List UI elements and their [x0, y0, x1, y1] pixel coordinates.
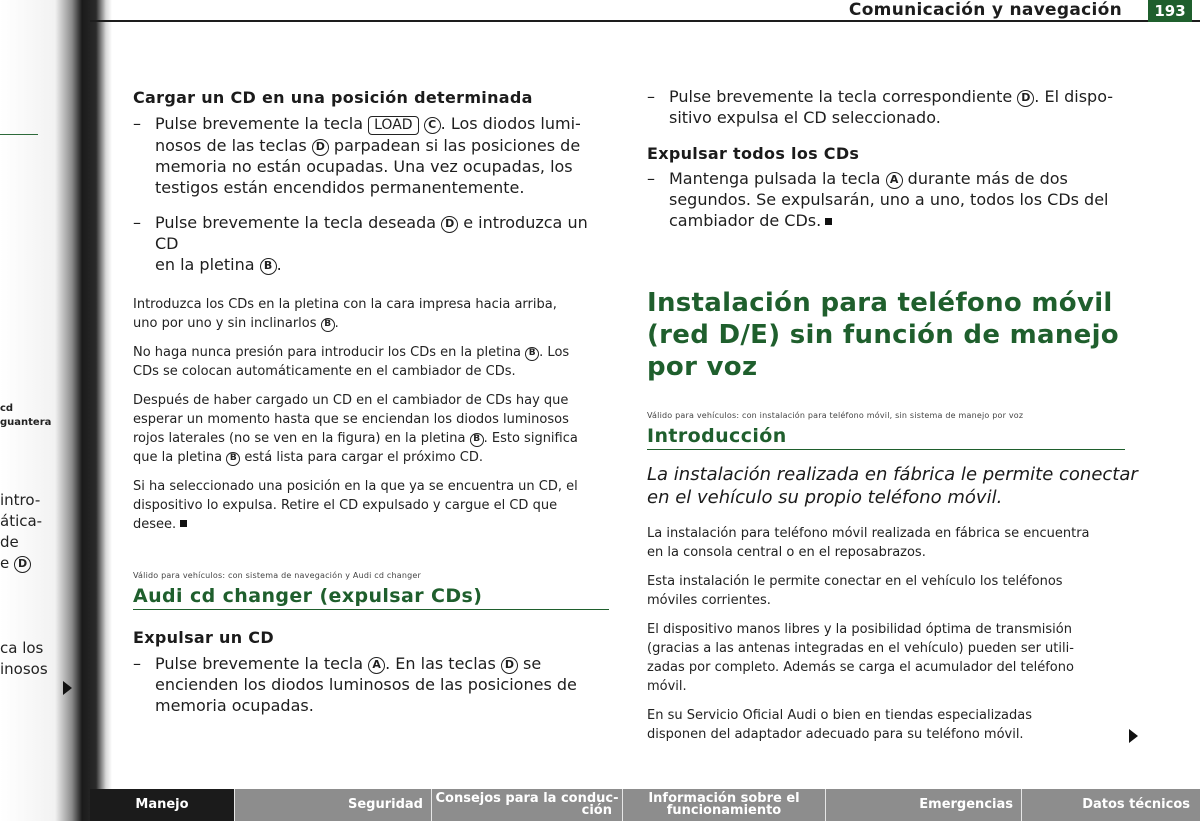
marker-d-icon: D — [441, 216, 458, 233]
chapter-title: Comunicación y navegación — [848, 0, 1122, 20]
note-paragraph: Introduzca los CDs en la pletina con la cara impresa hacia arriba, uno por uno y sin inclinarlos B . — [133, 297, 557, 331]
chapter-nav — [90, 789, 1200, 821]
section-title-audi-cd-changer: Audi cd changer (expulsar CDs) — [133, 585, 483, 607]
intro-text: La instalación realizada en fábrica le permite conectar en el vehículo su propio teléfono móvil. — [647, 464, 1138, 508]
marker-d-icon: D — [14, 556, 31, 573]
right-column — [647, 86, 1127, 231]
chapter-heading: Instalación para teléfono móvil (red D/E) sin función de manejo por voz — [647, 288, 1119, 382]
bullet-step: – Pulse brevemente la tecla A . En las teclas D se encienden los diodos luminosos de las posiciones de memoria ocupadas. — [133, 653, 609, 716]
next-arrow-icon — [63, 681, 72, 695]
nav-emergencias[interactable]: Emergencias — [826, 789, 1022, 821]
prev-page-text: ática- — [0, 512, 43, 530]
prev-page-text: inosos — [0, 660, 48, 678]
note-paragraph: Después de haber cargado un CD en el cambiador de CDs hay que esperar un momento hasta que se enciendan los diodos luminosos rojos laterales (no se ven en la figura) en la pletina B . Esto significa que la pletina B está lista para cargar el próximo CD. — [133, 393, 578, 465]
prev-page-text: e D — [0, 553, 31, 574]
prev-page-text: de — [0, 533, 19, 551]
heading-cargar-cd: Cargar un CD en una posición determinada — [133, 88, 533, 107]
marker-b-icon: B — [470, 433, 484, 447]
nav-consejos[interactable]: Consejos para la conduc- ción — [432, 789, 623, 821]
nav-seguridad[interactable]: Seguridad — [235, 789, 432, 821]
heading-expulsar-cd: Expulsar un CD — [133, 628, 274, 647]
marker-b-icon: B — [321, 318, 335, 332]
prev-page-text: cd — [0, 403, 14, 414]
note-paragraph: No haga nunca presión para introducir los CDs en la pletina B . Los CDs se colocan automáticamente en el cambiador de CDs. — [133, 345, 570, 379]
book-spine — [0, 0, 112, 821]
page-header — [90, 0, 1200, 22]
prev-page-rule — [0, 134, 38, 135]
body-paragraph: La instalación para teléfono móvil realizada en fábrica se encuentra en la consola central o en el reposabrazos. — [647, 526, 1090, 560]
prev-page-text: intro- — [0, 491, 41, 509]
nav-manejo[interactable]: Manejo — [90, 789, 235, 821]
load-key-icon: LOAD — [368, 116, 418, 135]
validity-note: Válido para vehículos: con sistema de navegación y Audi cd changer — [133, 571, 422, 580]
nav-informacion[interactable]: Información sobre el funcionamiento — [623, 789, 826, 821]
bullet-step: – Pulse brevemente la tecla LOAD C . Los diodos lumi- nosos de las teclas D parpadean si las posiciones de memoria no están ocupadas. Una vez ocupadas, los testigos están encendidos permanentemente. — [133, 113, 613, 198]
nav-datos-tecnicos[interactable]: Datos técnicos — [1082, 797, 1190, 812]
marker-d-icon: D — [312, 139, 329, 156]
end-of-section-icon — [180, 520, 187, 527]
left-column — [133, 88, 613, 534]
heading-expulsar-todos: Expulsar todos los CDs — [647, 144, 860, 163]
validity-note: Válido para vehículos: con instalación para teléfono móvil, sin sistema de manejo por voz — [647, 411, 1024, 420]
end-of-section-icon — [825, 218, 832, 225]
marker-a-icon: A — [886, 172, 903, 189]
body-paragraph: En su Servicio Oficial Audi o bien en tiendas especializadas disponen del adaptador adecuado para su teléfono móvil. — [647, 708, 1033, 742]
section-rule — [133, 609, 609, 610]
marker-b-icon: B — [226, 452, 240, 466]
body-paragraph: Esta instalación le permite conectar en el vehículo los teléfonos móviles corrientes. — [647, 574, 1063, 608]
section-rule — [647, 449, 1125, 450]
marker-d-icon: D — [1017, 90, 1034, 107]
bullet-step: – Mantenga pulsada la tecla A durante más de dos segundos. Se expulsarán, uno a uno, todos los CDs del cambiador de CDs. — [647, 168, 1127, 231]
phone-section — [647, 287, 1147, 744]
body-paragraph: El dispositivo manos libres y la posibilidad óptima de transmisión (gracias a las antenas integradas en el vehículo) pueden ser utili- zadas por completo. Además se carga el acumulador del teléfono móvil. — [647, 622, 1074, 694]
bullet-step: – Pulse brevemente la tecla correspondiente D . El dispo- sitivo expulsa el CD seleccionado. — [647, 86, 1127, 128]
note-paragraph: Si ha seleccionado una posición en la que ya se encuentra un CD, el dispositivo lo expulsa. Retire el CD expulsado y cargue el CD que desee. — [133, 479, 578, 532]
next-page-arrow-icon — [1129, 729, 1138, 743]
marker-a-icon: A — [368, 657, 385, 674]
prev-page-text: ca los — [0, 639, 44, 657]
marker-b-icon: B — [525, 347, 539, 361]
bullet-step: – Pulse brevemente la tecla deseada D e introduzca un CD en la pletina B . — [133, 212, 613, 275]
marker-c-icon: C — [424, 117, 441, 134]
page-number: 193 — [1148, 0, 1192, 22]
prev-page-text: guantera — [0, 417, 52, 428]
marker-d-icon: D — [501, 657, 518, 674]
section-title-introduccion: Introducción — [647, 425, 787, 447]
marker-b-icon: B — [260, 258, 277, 275]
cd-changer-section — [133, 571, 609, 716]
